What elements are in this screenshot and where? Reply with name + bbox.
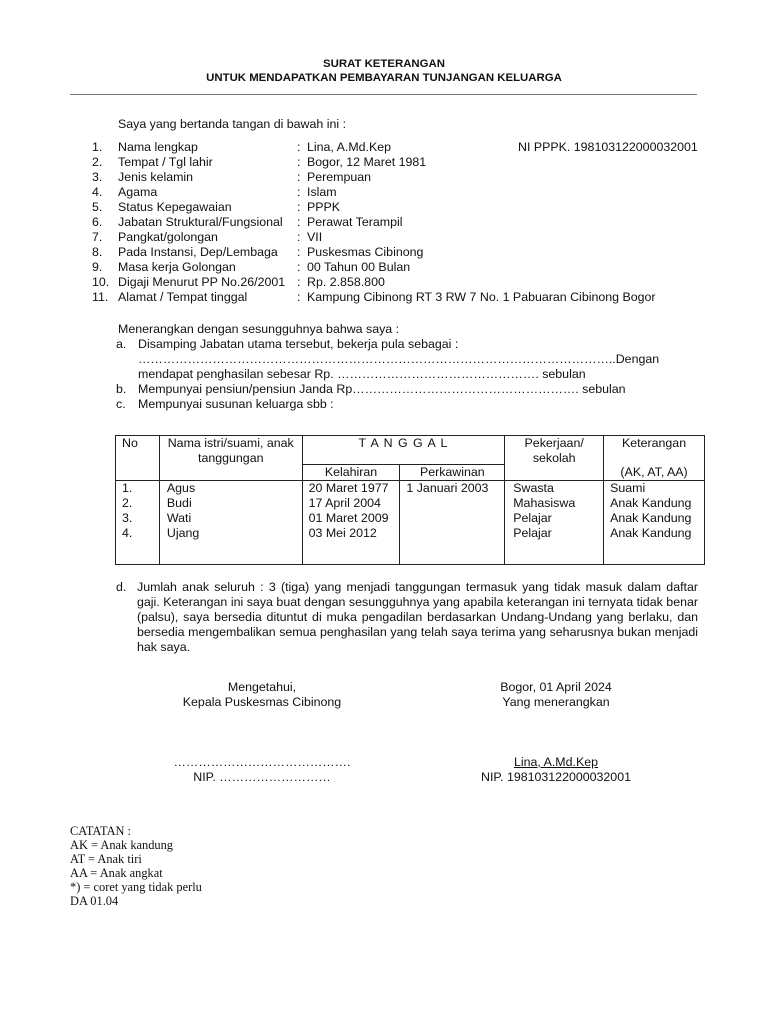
identity-value: Kampung Cibinong RT 3 RW 7 No. 1 Pabuaran Cibinong Bogor [307,290,656,304]
identity-number: 4. [92,185,103,199]
col-kelahiran [302,481,400,565]
col-perkawinan [400,481,505,565]
identity-number: 10. [92,275,110,289]
identity-colon: : [297,185,301,199]
document-title: SURAT KETERANGAN [323,58,445,70]
item-d-paragraph: Jumlah anak seluruh : 3 (tiga) yang menjadi tanggungan termasuk yang tidak masuk dalam daftar gaji. Keterangan ini saya buat dengan sesungguhnya yang apabila keterangan ini ternyata tidak benar (palsu), saya bersedia dituntut di muka pengadilan berdasarkan Undang-Undang yang berlaku, dan bersedia mengembalikan semua penghasilan yang telah saya terima yang seharusnya bukan menjadi hak saya. [137,580,698,654]
intro-text: Saya yang bertanda tangan di bawah ini : [118,117,347,131]
form-code: DA 01.04 [70,894,119,908]
signature-right-line2: Yang menerangkan [502,695,610,709]
cell-kelahiran: 03 Mei 2012 [308,526,377,540]
signature-left-name: ……………………………………. [173,755,351,769]
item-a-line3: mendapat penghasilan sebesar Rp. …………………………………………. sebulan [138,367,586,381]
title-divider [70,94,697,95]
identity-number: 5. [92,200,103,214]
col-no [116,481,160,565]
col-pekerjaan [505,481,604,565]
header-job-line2: sekolah [532,451,576,465]
identity-value: Rp. 2.858.800 [307,275,385,289]
identity-label: Digaji Menurut PP No.26/2001 [118,275,286,289]
family-table [115,435,705,565]
cell-keterangan: Anak Kandung [610,511,692,525]
identity-value: 00 Tahun 00 Bulan [307,260,411,274]
signature-left-line1: Mengetahui, [227,680,297,694]
identity-label: Nama lengkap [118,140,198,154]
identity-number: 9. [92,260,103,274]
cell-kelahiran: 20 Maret 1977 [308,481,389,495]
cell-name: Budi [166,496,192,510]
cell-pekerjaan: Pelajar [513,511,552,525]
cell-pekerjaan: Mahasiswa [513,496,576,510]
identity-value: Islam [307,185,337,199]
col-name [159,481,302,565]
identity-number: 2. [92,155,103,169]
item-b-marker: b. [116,382,127,396]
header-keterangan [604,436,705,481]
col-keterangan [604,481,705,565]
identity-number: 11. [92,290,109,304]
item-a-marker: a. [116,337,127,351]
identity-label: Alamat / Tempat tinggal [118,290,248,304]
cell-no: 4. [122,526,133,540]
identity-value: Puskesmas Cibinong [307,245,424,259]
identity-colon: : [297,200,301,214]
signature-left-line2: Kepala Puskesmas Cibinong [182,695,342,709]
identity-number: 6. [92,215,103,229]
cell-name: Wati [166,511,192,525]
identity-number: 3. [92,170,103,184]
identity-value: VII [307,230,323,244]
identity-value: Perempuan [307,170,372,184]
signature-left-nip: NIP. ……………………… [193,770,331,784]
item-a-line2: ……………………………………………………………………………………………………..Dengan [138,352,660,366]
identity-colon: : [297,155,301,169]
cell-name: Agus [166,481,196,495]
header-name [159,436,302,481]
table-header-row [116,436,705,465]
identity-colon: : [297,290,301,304]
header-kelahiran: Kelahiran [302,465,400,481]
cell-pekerjaan: Swasta [513,481,554,495]
cell-keterangan: Suami [610,481,646,495]
identity-colon: : [297,260,301,274]
identity-label: Masa kerja Golongan [118,260,236,274]
table-body-row [116,481,705,565]
cell-no: 3. [122,511,133,525]
notes-line: AA = Anak angkat [70,866,163,880]
header-ket-line1: Keterangan [622,436,687,450]
cell-kelahiran: 17 April 2004 [308,496,381,510]
identity-number: 8. [92,245,103,259]
identity-value: Bogor, 12 Maret 1981 [307,155,427,169]
identity-colon: : [297,230,301,244]
item-b-text: Mempunyai pensiun/pensiun Janda Rp………………………………………………. sebulan [138,382,626,396]
header-tanggal: T A N G G A L [302,436,505,465]
identity-label: Status Kepegawaian [118,200,232,214]
notes-line: AK = Anak kandung [70,838,174,852]
signature-right-nip: NIP. 198103122000032001 [481,770,631,784]
identity-value: Perawat Terampil [307,215,403,229]
header-no: No [116,436,160,481]
item-c-marker: c. [116,397,126,411]
header-perkawinan: Perkawinan [400,465,505,481]
identity-number: 7. [92,230,103,244]
identity-colon: : [297,275,301,289]
identity-colon: : [297,170,301,184]
identity-number: 1. [92,140,103,154]
identity-label: Jenis kelamin [118,170,194,184]
cell-kelahiran: 01 Maret 2009 [308,511,389,525]
cell-perkawinan: 1 Januari 2003 [406,481,489,495]
identity-label: Agama [118,185,158,199]
notes-title: CATATAN : [70,824,131,838]
cell-keterangan: Anak Kandung [610,496,692,510]
document-subtitle: UNTUK MENDAPATKAN PEMBAYARAN TUNJANGAN KELUARGA [206,72,562,84]
identity-value: PPPK [307,200,341,214]
signature-right-name: Lina, A.Md.Kep [513,755,599,769]
identity-label: Pangkat/golongan [118,230,218,244]
cell-keterangan: Anak Kandung [610,526,692,540]
declaration-intro: Menerangkan dengan sesungguhnya bahwa saya : [118,322,400,336]
identity-colon: : [297,245,301,259]
notes-line: *) = coret yang tidak perlu [70,880,202,894]
cell-no: 1. [122,481,133,495]
identity-label: Jabatan Struktural/Fungsional [118,215,283,229]
nippk-number: NI PPPK. 198103122000032001 [518,140,698,154]
notes-line: AT = Anak tiri [70,852,142,866]
header-name-line1: Nama istri/suami, anak [167,436,294,450]
header-ket-line2: (AK, AT, AA) [620,465,688,479]
cell-name: Ujang [166,526,200,540]
identity-colon: : [297,215,301,229]
header-name-line2: tanggungan [198,451,264,465]
identity-value: Lina, A.Md.Kep [307,140,392,154]
item-c-text: Mempunyai susunan keluarga sbb : [138,397,334,411]
signature-right-line1: Bogor, 01 April 2024 [500,680,612,694]
cell-no: 2. [122,496,133,510]
header-job [505,436,604,481]
cell-pekerjaan: Pelajar [513,526,552,540]
identity-label: Pada Instansi, Dep/Lembaga [118,245,278,259]
identity-label: Tempat / Tgl lahir [118,155,213,169]
header-job-line1: Pekerjaan/ [524,436,584,450]
identity-colon: : [297,140,301,154]
item-a-line1: Disamping Jabatan utama tersebut, bekerja pula sebagai : [138,337,459,351]
item-d-marker: d. [116,580,127,594]
